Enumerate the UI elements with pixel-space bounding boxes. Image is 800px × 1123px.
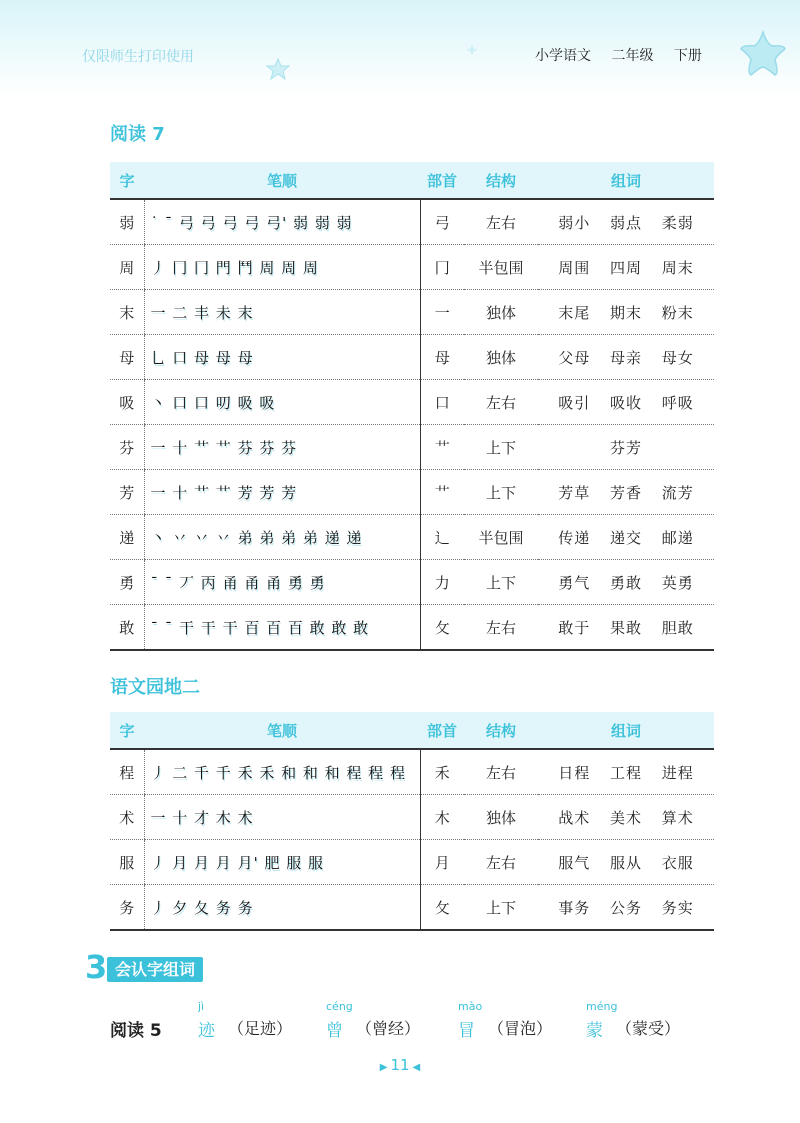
table-row bbox=[110, 840, 714, 885]
star-decoration-icon bbox=[466, 44, 478, 56]
cell-char: 芬 bbox=[110, 425, 144, 470]
item-phrase: （足迹） bbox=[228, 1019, 293, 1038]
table-header-row bbox=[110, 162, 714, 199]
cell-structure: 左右 bbox=[464, 840, 538, 885]
header-subject: 小学语文 bbox=[535, 48, 591, 64]
cell-structure: 上下 bbox=[464, 470, 538, 515]
cell-stroke-order: 一 二 丰 未 末 bbox=[144, 290, 420, 335]
table-row bbox=[110, 245, 714, 290]
cell-char: 递 bbox=[110, 515, 144, 560]
cell-stroke-order: 一 十 才 木 术 bbox=[144, 795, 420, 840]
cell-structure: 半包围 bbox=[464, 245, 538, 290]
page-marker-right-icon: ◀ bbox=[412, 1062, 421, 1073]
cell-words: 战术 美术 算术 bbox=[538, 795, 714, 840]
cell-char: 敢 bbox=[110, 605, 144, 651]
cell-structure: 上下 bbox=[464, 560, 538, 605]
item-pinyin: mào bbox=[458, 1000, 483, 1013]
table-header-row bbox=[110, 712, 714, 749]
item-char: 迹 bbox=[198, 1021, 215, 1041]
item-phrase: （曾经） bbox=[356, 1019, 421, 1038]
reading5-label: 阅读 5 bbox=[110, 1021, 162, 1041]
cell-char: 务 bbox=[110, 885, 144, 931]
col-header-words: 组词 bbox=[538, 712, 714, 749]
cell-structure: 半包围 bbox=[464, 515, 538, 560]
cell-stroke-order: ˉ ˉ 丆 丙 甬 甬 甬 勇 勇 bbox=[144, 560, 420, 605]
header-grade: 二年级 bbox=[611, 48, 654, 64]
section3-label: 会认字组词 bbox=[107, 957, 203, 982]
col-header-char: 字 bbox=[110, 162, 144, 199]
cell-radical: 攵 bbox=[420, 885, 464, 931]
section3-number: 3 bbox=[85, 948, 108, 986]
cell-char: 弱 bbox=[110, 199, 144, 245]
item-char: 曾 bbox=[326, 1021, 343, 1041]
cell-stroke-order: 丿 夕 夂 务 务 bbox=[144, 885, 420, 931]
cell-char: 末 bbox=[110, 290, 144, 335]
cell-words: 服气 服从 衣服 bbox=[538, 840, 714, 885]
cell-radical: 冂 bbox=[420, 245, 464, 290]
cell-radical: 口 bbox=[420, 380, 464, 425]
section-title-garden2: 语文园地二 bbox=[110, 677, 200, 698]
cell-char: 程 bbox=[110, 749, 144, 795]
table-row bbox=[110, 560, 714, 605]
item-char: 蒙 bbox=[586, 1021, 603, 1041]
cell-structure: 独体 bbox=[464, 335, 538, 380]
cell-radical: 攵 bbox=[420, 605, 464, 651]
item-phrase: （蒙受） bbox=[616, 1019, 681, 1038]
cell-structure: 独体 bbox=[464, 290, 538, 335]
recognition-words-row bbox=[110, 1000, 730, 1044]
header-course-info bbox=[535, 45, 714, 65]
cell-stroke-order: ˉ ˉ 干 干 干 百 百 百 敢 敢 敢 bbox=[144, 605, 420, 651]
star-decoration-icon bbox=[266, 58, 290, 80]
cell-char: 芳 bbox=[110, 470, 144, 515]
cell-radical: 力 bbox=[420, 560, 464, 605]
cell-structure: 左右 bbox=[464, 749, 538, 795]
page-marker-left-icon: ▶ bbox=[379, 1062, 388, 1073]
col-header-structure: 结构 bbox=[464, 712, 538, 749]
stroke-table-reading7 bbox=[110, 162, 714, 651]
table-row bbox=[110, 335, 714, 380]
table-row bbox=[110, 885, 714, 931]
table-row bbox=[110, 380, 714, 425]
cell-stroke-order: 丿 冂 冂 門 鬥 周 周 周 bbox=[144, 245, 420, 290]
cell-words: 日程 工程 进程 bbox=[538, 749, 714, 795]
cell-radical: 弓 bbox=[420, 199, 464, 245]
col-header-char: 字 bbox=[110, 712, 144, 749]
cell-char: 母 bbox=[110, 335, 144, 380]
cell-structure: 上下 bbox=[464, 885, 538, 931]
cell-structure: 上下 bbox=[464, 425, 538, 470]
cell-char: 服 bbox=[110, 840, 144, 885]
cell-char: 吸 bbox=[110, 380, 144, 425]
cell-radical: 母 bbox=[420, 335, 464, 380]
table-row bbox=[110, 749, 714, 795]
cell-structure: 独体 bbox=[464, 795, 538, 840]
item-pinyin: céng bbox=[326, 1000, 353, 1013]
cell-char: 周 bbox=[110, 245, 144, 290]
cell-stroke-order: 乚 口 母 母 母 bbox=[144, 335, 420, 380]
cell-structure: 左右 bbox=[464, 605, 538, 651]
cell-char: 勇 bbox=[110, 560, 144, 605]
item-pinyin: méng bbox=[586, 1000, 618, 1013]
table-row bbox=[110, 425, 714, 470]
star-decoration-icon bbox=[738, 30, 788, 78]
cell-words: 敢于 果敢 胆敢 bbox=[538, 605, 714, 651]
cell-words: 父母 母亲 母女 bbox=[538, 335, 714, 380]
cell-stroke-order: 一 十 艹 艹 芳 芳 芳 bbox=[144, 470, 420, 515]
cell-words: 芬芳 bbox=[538, 425, 714, 470]
cell-stroke-order: 一 十 艹 艹 芬 芬 芬 bbox=[144, 425, 420, 470]
cell-stroke-order: 丶 丷 丷 丷 弟 弟 弟 弟 递 递 bbox=[144, 515, 420, 560]
cell-stroke-order: 丶 口 口 叨 吸 吸 bbox=[144, 380, 420, 425]
watermark-text: 仅限师生打印使用 bbox=[82, 49, 194, 65]
table-row bbox=[110, 795, 714, 840]
col-header-words: 组词 bbox=[538, 162, 714, 199]
cell-words: 勇气 勇敢 英勇 bbox=[538, 560, 714, 605]
cell-words: 弱小 弱点 柔弱 bbox=[538, 199, 714, 245]
cell-radical: 艹 bbox=[420, 470, 464, 515]
cell-words: 芳草 芳香 流芳 bbox=[538, 470, 714, 515]
cell-radical: 一 bbox=[420, 290, 464, 335]
cell-char: 术 bbox=[110, 795, 144, 840]
cell-stroke-order: 丿 二 千 千 禾 禾 和 和 和 程 程 程 bbox=[144, 749, 420, 795]
cell-radical: 辶 bbox=[420, 515, 464, 560]
item-pinyin: jì bbox=[198, 1000, 205, 1013]
cell-radical: 木 bbox=[420, 795, 464, 840]
col-header-radical: 部首 bbox=[420, 162, 464, 199]
col-header-stroke: 笔顺 bbox=[144, 162, 420, 199]
page-number-value: 11 bbox=[390, 1056, 410, 1074]
cell-structure: 左右 bbox=[464, 199, 538, 245]
cell-radical: 禾 bbox=[420, 749, 464, 795]
section-title-reading7: 阅读 7 bbox=[110, 124, 165, 145]
cell-words: 吸引 吸收 呼吸 bbox=[538, 380, 714, 425]
page-number bbox=[0, 1056, 800, 1074]
item-char: 冒 bbox=[458, 1021, 475, 1041]
cell-stroke-order: ˙ ˉ 弓 弓 弓 弓 弓' 弱 弱 弱 bbox=[144, 199, 420, 245]
table-row bbox=[110, 199, 714, 245]
table-row bbox=[110, 290, 714, 335]
table-row bbox=[110, 470, 714, 515]
table-row bbox=[110, 515, 714, 560]
col-header-stroke: 笔顺 bbox=[144, 712, 420, 749]
col-header-structure: 结构 bbox=[464, 162, 538, 199]
cell-words: 传递 递交 邮递 bbox=[538, 515, 714, 560]
cell-words: 周围 四周 周末 bbox=[538, 245, 714, 290]
col-header-radical: 部首 bbox=[420, 712, 464, 749]
cell-words: 末尾 期末 粉末 bbox=[538, 290, 714, 335]
cell-radical: 艹 bbox=[420, 425, 464, 470]
cell-stroke-order: 丿 月 月 月 月' 肥 服 服 bbox=[144, 840, 420, 885]
cell-radical: 月 bbox=[420, 840, 464, 885]
header-volume: 下册 bbox=[673, 48, 702, 64]
item-phrase: （冒泡） bbox=[488, 1019, 553, 1038]
table-row bbox=[110, 605, 714, 651]
cell-structure: 左右 bbox=[464, 380, 538, 425]
cell-words: 事务 公务 务实 bbox=[538, 885, 714, 931]
stroke-table-garden2 bbox=[110, 712, 714, 931]
